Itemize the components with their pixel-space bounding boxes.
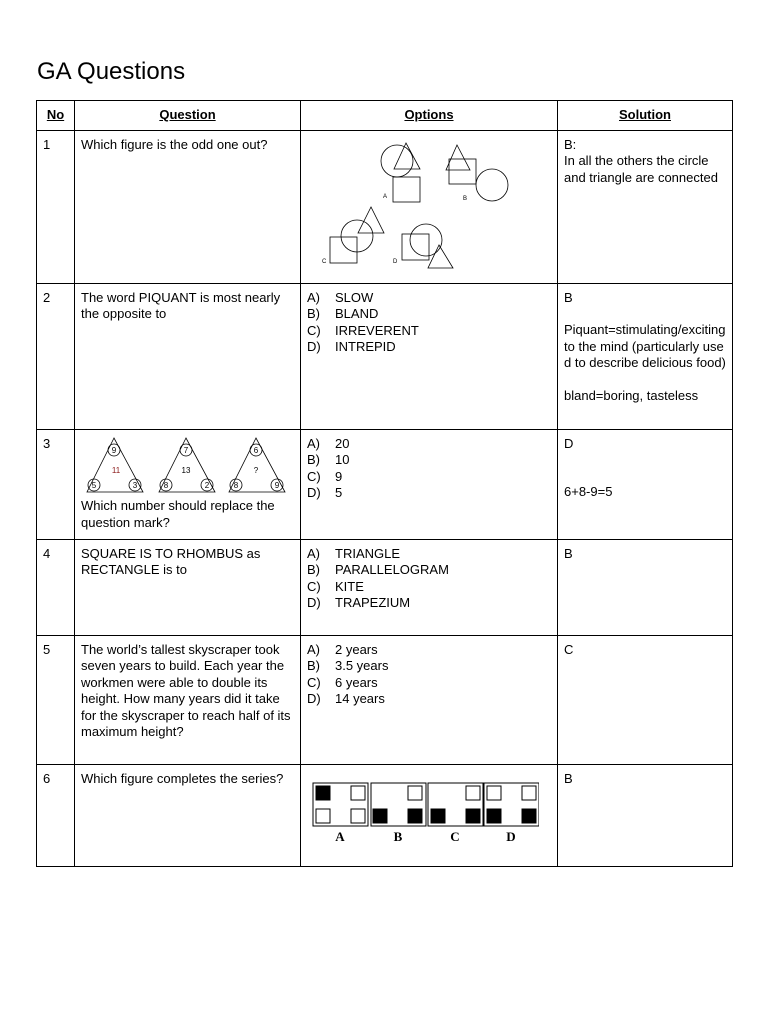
option-item: [307, 322, 551, 340]
option-letter: B): [307, 658, 320, 673]
page-title: GA Questions: [37, 58, 186, 85]
tri3-top: 6: [253, 445, 259, 455]
option-letter: C): [307, 468, 321, 484]
header-question: Question: [75, 101, 301, 131]
solution-cell: [558, 764, 733, 866]
options-list: [307, 290, 551, 356]
series-figure: [307, 771, 539, 847]
tri1-top: 9: [111, 445, 117, 455]
option-item: [307, 691, 551, 708]
solution-cell: [558, 429, 733, 539]
solution-answer: B: [564, 770, 573, 786]
option-letter: D): [307, 691, 321, 706]
options-list: [307, 642, 551, 708]
option-text: 3.5 years: [335, 658, 389, 673]
figure-label-a: A: [383, 193, 388, 200]
question-text: The word PIQUANT is most nearly the opposite to: [75, 283, 301, 429]
option-item: [307, 289, 551, 307]
tri2-right: 2: [204, 480, 210, 490]
solution-explanation: bland=boring, tasteless: [564, 387, 699, 403]
options-list: [307, 436, 551, 502]
tri3-center: ?: [253, 465, 259, 475]
option-letter: C): [307, 322, 321, 338]
option-text: 20: [335, 435, 350, 451]
option-letter: A): [307, 289, 320, 305]
header-no: No: [37, 101, 75, 131]
solution-explanation: Piquant=stimulating/exciting to the mind (particularly used to describe delicious food): [564, 322, 726, 370]
table-header-row: [37, 101, 733, 131]
tri1-center: 11: [111, 465, 121, 475]
tri2-center: 13: [181, 465, 191, 475]
odd-one-out-figure: [301, 130, 558, 283]
options-cell: [301, 539, 558, 635]
option-item: [307, 578, 551, 596]
option-item: [307, 595, 551, 612]
row-number: 1: [37, 130, 75, 283]
option-letter: A): [307, 435, 320, 451]
option-text: 9: [335, 468, 343, 484]
solution-answer: B:: [564, 136, 577, 152]
table-row: [37, 539, 733, 635]
question-text: Which number should replace the question mark?: [81, 498, 275, 530]
options-cell: [301, 429, 558, 539]
row-number: 3: [37, 429, 75, 539]
solution-cell: [558, 635, 733, 764]
header-solution: Solution: [558, 101, 733, 131]
question-text: Which figure is the odd one out?: [75, 130, 301, 283]
figure-label-d: D: [393, 258, 398, 265]
solution-answer: B: [564, 545, 573, 561]
option-item: [307, 435, 551, 453]
tri2-left: 8: [163, 480, 169, 490]
option-text: KITE: [335, 578, 364, 594]
header-options: Options: [301, 101, 558, 131]
tri2-top: 7: [183, 445, 189, 455]
option-item: [307, 452, 551, 469]
option-letter: D): [307, 595, 321, 610]
option-text: BLAND: [335, 306, 379, 321]
figure-label-b: B: [463, 195, 468, 202]
table-row: [37, 764, 733, 866]
option-letter: B): [307, 562, 320, 577]
option-item: [307, 562, 551, 579]
option-item: [307, 468, 551, 486]
solution-explanation: In all the others the circle and triangle are connected: [564, 153, 718, 185]
questions-table: [36, 100, 733, 867]
option-text: IRREVERENT: [335, 322, 419, 338]
row-number: 4: [37, 539, 75, 635]
number-triangles-figure: [81, 436, 291, 494]
option-text: TRAPEZIUM: [335, 595, 411, 610]
option-item: [307, 339, 551, 356]
question-text: SQUARE IS TO RHOMBUS as RECTANGLE is to: [75, 539, 301, 635]
option-letter: C): [307, 674, 321, 690]
tri3-right: 9: [274, 480, 280, 490]
solution-answer: C: [564, 641, 574, 657]
option-item: [307, 674, 551, 692]
question-text: Which figure completes the series?: [75, 764, 301, 866]
option-letter: A): [307, 641, 320, 657]
question-text: The world’s tallest skyscraper took seven years to build. Each year the workmen were able to double its height. How many years did it take for the skyscraper to reach half of its maximum height?: [75, 635, 301, 764]
option-item: [307, 641, 551, 659]
shapes-figure: [312, 137, 512, 269]
option-text: PARALLELOGRAM: [335, 562, 449, 577]
option-letter: A): [307, 545, 320, 561]
tri1-left: 5: [91, 480, 97, 490]
option-item: [307, 485, 551, 502]
solution-answer: D: [564, 435, 574, 451]
option-letter: D): [307, 339, 321, 354]
option-text: 5: [335, 485, 343, 500]
solution-cell: [558, 130, 733, 283]
tri1-right: 3: [132, 480, 138, 490]
solution-cell: [558, 283, 733, 429]
table-row: [37, 130, 733, 283]
option-text: TRIANGLE: [335, 545, 401, 561]
series-label-b: B: [393, 828, 403, 844]
row-number: 2: [37, 283, 75, 429]
series-label-a: A: [335, 828, 345, 844]
option-text: INTREPID: [335, 339, 396, 354]
option-text: 10: [335, 452, 350, 467]
tri3-left: 8: [233, 480, 239, 490]
option-text: SLOW: [335, 289, 374, 305]
options-list: [307, 546, 551, 612]
option-item: [307, 545, 551, 563]
option-letter: B): [307, 452, 320, 467]
option-text: 6 years: [335, 674, 378, 690]
table-row: [37, 429, 733, 539]
series-label-d: D: [506, 828, 516, 844]
solution-cell: [558, 539, 733, 635]
series-figure-cell: [301, 764, 558, 866]
figure-label-c: C: [322, 258, 327, 265]
table-row: [37, 283, 733, 429]
options-cell: [301, 635, 558, 764]
row-number: 5: [37, 635, 75, 764]
option-item: [307, 306, 551, 323]
question-cell: [75, 429, 301, 539]
row-number: 6: [37, 764, 75, 866]
option-letter: C): [307, 578, 321, 594]
series-label-c: C: [450, 828, 460, 844]
solution-explanation: 6+8-9=5: [564, 484, 613, 499]
solution-answer: B: [564, 289, 573, 305]
option-item: [307, 658, 551, 675]
table-row: [37, 635, 733, 764]
option-text: 14 years: [335, 691, 385, 706]
option-letter: B): [307, 306, 320, 321]
options-cell: [301, 283, 558, 429]
option-letter: D): [307, 485, 321, 500]
option-text: 2 years: [335, 641, 378, 657]
